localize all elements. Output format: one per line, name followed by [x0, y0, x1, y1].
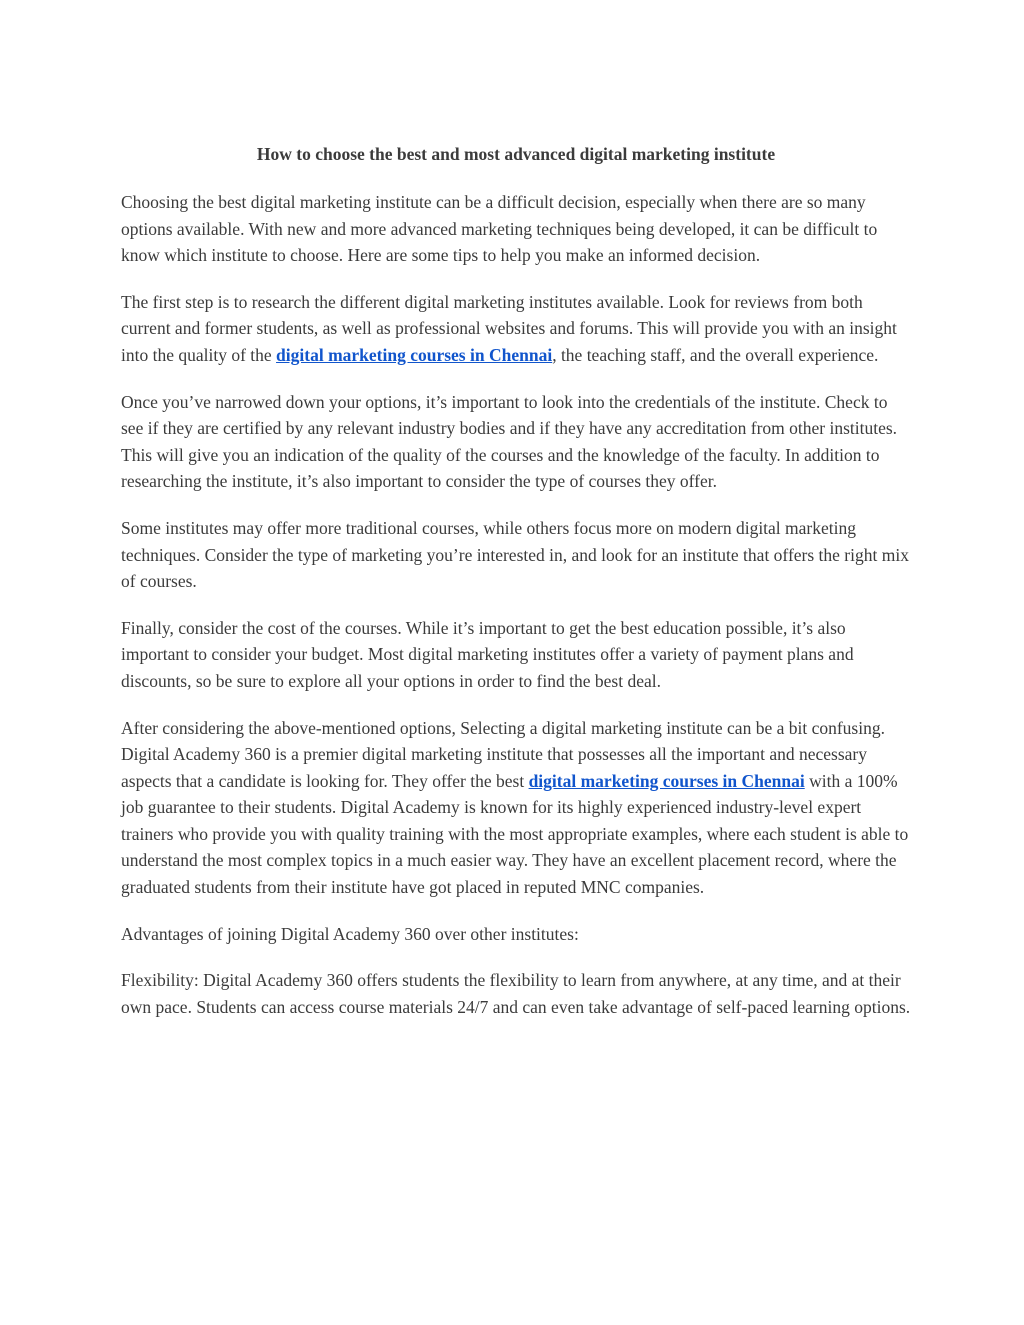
paragraph-academy [121, 715, 911, 901]
paragraph-cost: Finally, consider the cost of the courses. While it’s important to get the best education possible, it’s also important to consider your budget. Most digital marketing institutes offer a variety of payment plans and discounts, so be sure to explore all your options in order to find the best deal. [121, 617, 854, 691]
paragraph-research-text-2: , the teaching staff, and the overall experience. [552, 344, 879, 365]
paragraph-flexibility: Flexibility: Digital Academy 360 offers students the flexibility to learn from anywhere, at any time, and at their own pace. Students can access course materials 24/7 and can even take advantage of self-paced learning options. [121, 970, 911, 1017]
paragraph-credentials: Once you’ve narrowed down your options, it’s important to look into the credentials of the institute. Check to see if they are certified by any relevant industry bodies and if they have any accreditation from other institutes. This will give you an indication of the quality of the courses and the knowledge of the faculty. In addition to researching the institute, it’s also important to consider the type of courses they offer. [121, 391, 898, 492]
paragraph-research-text-1: The first step is to research the different digital marketing institutes available. Look for reviews from both current and former students, as well as professional websites and forums. This will provide you with an insight into the quality of the [121, 291, 897, 365]
document-page [121, 143, 911, 1020]
paragraph-academy-text-2: with a 100% job guarantee to their students. Digital Academy is known for its highly experienced industry-level expert trainers who provide you with quality training with the most appropriate examples, where each student is able to understand the most complex topics in a much easier way. They have an excellent placement record, where the graduated students from their institute have got placed in reputed MNC companies. [121, 770, 909, 898]
courses-link-1[interactable]: digital marketing courses in Chennai [276, 344, 553, 365]
paragraph-intro: Choosing the best digital marketing institute can be a difficult decision, especially when there are so many options available. With new and more advanced marketing techniques being developed, it can be difficult to know which institute to choose. Here are some tips to help you make an informed decision. [121, 192, 878, 266]
paragraph-course-types: Some institutes may offer more traditional courses, while others focus more on modern digital marketing techniques. Consider the type of marketing you’re interested in, and look for an institute that offers the right mix of courses. [121, 517, 909, 592]
courses-link-2[interactable]: digital marketing courses in Chennai [528, 770, 805, 791]
paragraph-advantages-heading: Advantages of joining Digital Academy 360 over other institutes: [121, 923, 579, 944]
paragraph-academy-text-1: After considering the above-mentioned options, Selecting a digital marketing institute can be a bit confusing. Digital Academy 360 is a premier digital marketing institute that possesses all the important and necessary aspects that a candidate is looking for. They offer the best [121, 717, 885, 791]
paragraph-research [121, 289, 911, 369]
document-title: How to choose the best and most advanced digital marketing institute [256, 144, 776, 164]
